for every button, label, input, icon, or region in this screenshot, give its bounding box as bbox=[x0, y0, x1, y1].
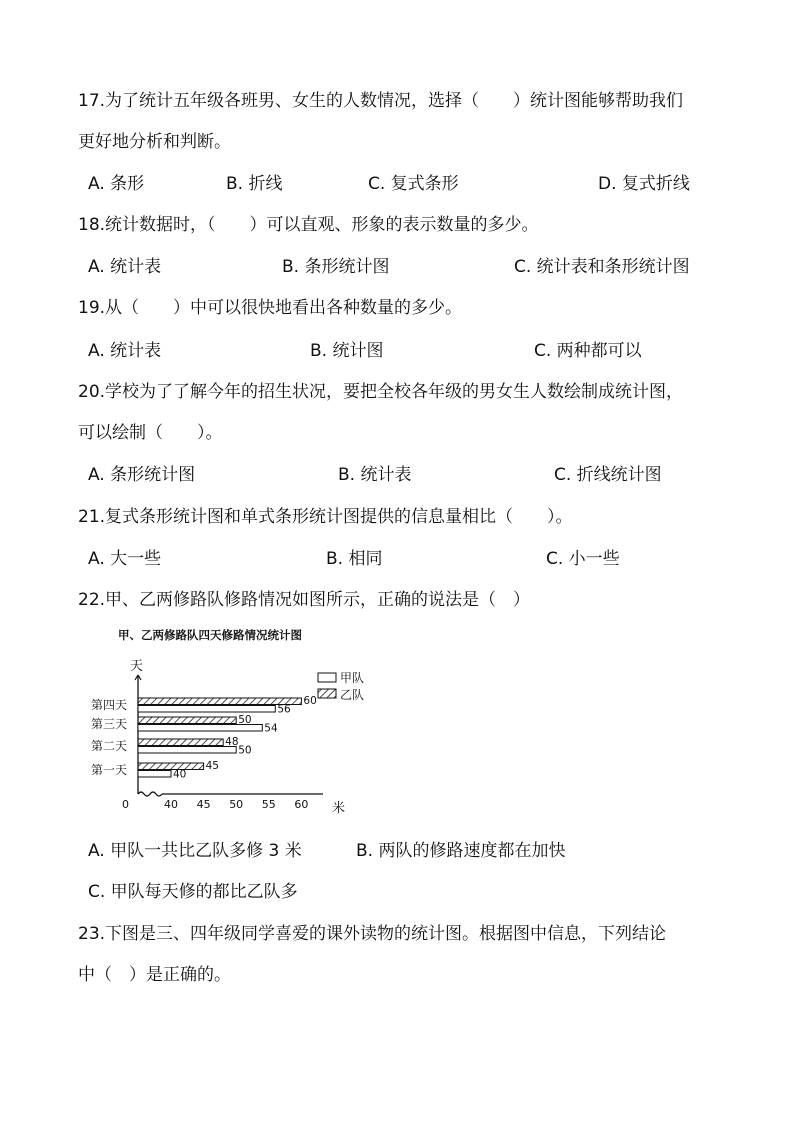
question-20-line-2: 可以绘制（ ）。 bbox=[78, 423, 223, 443]
q20-option-c[interactable]: C. 折线统计图 bbox=[554, 465, 662, 485]
bar-jia-dui bbox=[138, 706, 275, 713]
legend-label-yi-dui: 乙队 bbox=[340, 688, 365, 702]
x-axis-label: 米 bbox=[332, 801, 346, 815]
question-23-line-2: 中（ ）是正确的。 bbox=[78, 965, 231, 985]
x-tick-label: 60 bbox=[294, 798, 309, 811]
legend-label-jia-dui: 甲队 bbox=[340, 671, 365, 685]
bar-yi-dui-value: 48 bbox=[225, 736, 239, 748]
x-tick-label: 45 bbox=[196, 798, 211, 811]
q18-option-c[interactable]: C. 统计表和条形统计图 bbox=[514, 257, 690, 277]
q17-option-c[interactable]: C. 复式条形 bbox=[368, 174, 459, 194]
question-23-line-1: 23.下图是三、四年级同学喜爱的课外读物的统计图。根据图中信息，下列结论 bbox=[78, 924, 667, 944]
category-label: 第一天 bbox=[91, 763, 128, 777]
bar-yi-dui bbox=[138, 763, 204, 770]
q17-option-b[interactable]: B. 折线 bbox=[226, 174, 283, 194]
q22-option-a[interactable]: A. 甲队一共比乙队多修 3 米 bbox=[88, 841, 302, 861]
question-17-line-1: 17.为了统计五年级各班男、女生的人数情况，选择（ ）统计图能够帮助我们 bbox=[78, 91, 684, 111]
bar-yi-dui-value: 50 bbox=[238, 714, 252, 726]
bar-jia-dui-value: 56 bbox=[277, 703, 291, 716]
q21-option-a[interactable]: A. 大一些 bbox=[88, 549, 162, 569]
q22-option-b[interactable]: B. 两队的修路速度都在加快 bbox=[356, 841, 566, 861]
q20-option-b[interactable]: B. 统计表 bbox=[338, 465, 412, 485]
category-label: 第三天 bbox=[91, 717, 128, 731]
x-axis-break bbox=[138, 792, 162, 796]
bar-yi-dui bbox=[138, 739, 223, 746]
x-tick-label: 50 bbox=[229, 798, 244, 811]
question-20-line-1: 20.学校为了了解今年的招生状况，要把全校各年级的男女生人数绘制成统计图， bbox=[78, 382, 684, 402]
y-axis-label: 天 bbox=[130, 659, 144, 674]
q21-option-c[interactable]: C. 小一些 bbox=[546, 549, 620, 569]
q18-option-b[interactable]: B. 条形统计图 bbox=[282, 257, 390, 277]
q19-option-b[interactable]: B. 统计图 bbox=[310, 341, 384, 361]
bar-jia-dui-value: 40 bbox=[173, 768, 187, 781]
q19-option-a[interactable]: A. 统计表 bbox=[88, 341, 162, 361]
bar-jia-dui bbox=[138, 771, 171, 778]
bar-jia-dui-value: 54 bbox=[264, 722, 278, 735]
bar-yi-dui-value: 60 bbox=[303, 695, 317, 707]
q18-option-a[interactable]: A. 统计表 bbox=[88, 257, 162, 277]
chart-legend bbox=[318, 671, 364, 702]
question-18-line-1: 18.统计数据时，（ ）可以直观、形象的表示数量的多少。 bbox=[78, 215, 539, 235]
question-21-line-1: 21.复式条形统计图和单式条形统计图提供的信息量相比（ ）。 bbox=[78, 507, 573, 527]
question-22-line-1: 22.甲、乙两修路队修路情况如图所示，正确的说法是（ ） bbox=[78, 590, 531, 610]
x-tick-label: 55 bbox=[261, 798, 276, 811]
bar-yi-dui bbox=[138, 717, 236, 724]
legend-swatch-jia-dui bbox=[318, 673, 336, 682]
chart-bars bbox=[91, 695, 317, 781]
category-label: 第二天 bbox=[91, 739, 128, 753]
road-repair-bar-chart bbox=[88, 625, 388, 815]
q21-option-b[interactable]: B. 相同 bbox=[326, 549, 383, 569]
bar-jia-dui bbox=[138, 747, 236, 754]
q22-option-c[interactable]: C. 甲队每天修的都比乙队多 bbox=[88, 882, 298, 902]
q17-option-a[interactable]: A. 条形 bbox=[88, 174, 145, 194]
bar-jia-dui-value: 50 bbox=[238, 744, 252, 757]
question-17-line-2: 更好地分析和判断。 bbox=[78, 132, 231, 152]
legend-swatch-yi-dui bbox=[318, 689, 336, 698]
x-tick-label: 0 bbox=[122, 798, 129, 811]
q20-option-a[interactable]: A. 条形统计图 bbox=[88, 465, 196, 485]
category-label: 第四天 bbox=[91, 698, 128, 712]
chart-title: 甲、乙两修路队四天修路情况统计图 bbox=[118, 628, 302, 642]
x-tick-label: 40 bbox=[164, 798, 178, 811]
bar-yi-dui-value: 45 bbox=[205, 760, 219, 772]
question-19-line-1: 19.从（ ）中可以很快地看出各种数量的多少。 bbox=[78, 298, 463, 318]
q19-option-c[interactable]: C. 两种都可以 bbox=[534, 341, 642, 361]
q17-option-d[interactable]: D. 复式折线 bbox=[598, 174, 690, 194]
